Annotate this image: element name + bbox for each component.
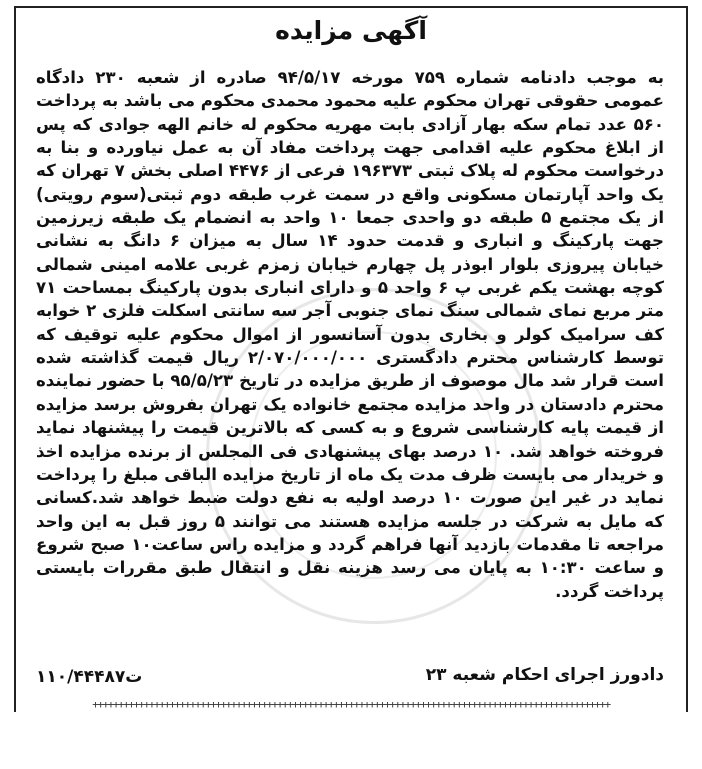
notice-body: به موجب دادنامه شماره ۷۵۹ مورخه ۹۴/۵/۱۷ صادره از شعبه ۲۳۰ دادگاه عمومی حقوقی تهران محکوم علیه محمود محمدی محکوم می باشد به پرداخت ۵۶۰ عدد تمام سکه بهار آزادی بابت مهریه محکوم له خانم الهه جوادی که پس از ابلاغ محکوم علیه اقدامی جهت پرداخت مفاد آن به عمل نیاورده و بنا به درخواست محکوم له پلاک ثبتی ۱۹۶۳۷۳ فرعی از ۴۴۷۶ اصلی بخش ۷ تهران که یک واحد آپارتمان مسکونی واقع در سمت غرب طبقه دوم ثبتی(سوم رویتی) از یک مجتمع ۵ طبقه دو واحدی جمعا ۱۰ واحد به انضمام یک طبقه زیرزمین جهت پارکینگ و انباری و قدمت حدود ۱۴ سال به میزان ۶ دانگ به نشانی خیابان پیروزی بلوار ابوذر پل چهارم خیابان زمزم غربی علامه امینی شمالی کوچه بهشت یکم غربی پ ۶ واحد ۵ و دارای انباری بدون پارکینگ بمساحت ۷۱ متر مربع نمای شمالی سنگ نمای جنوبی آجر سه سانتی اسکلت فلزی ۲ خوابه کف سرامیک کولر و بخاری بدون آسانسور از اموال محکوم علیه توقیف که توسط کارشناس محترم دادگستری ۲/۰۷۰/۰۰۰/۰۰۰ ریال قیمت گذاشته شده است قرار شد مال موصوف از طریق مزایده در تاریخ ۹۵/۵/۲۳ با حضور نماینده محترم دادستان در واحد مزایده مجتمع خانواده یک تهران بفروش برسد مزایده از قیمت پایه کارشناسی شروع و به کسی که بالاترین قیمت را پیشنهاد نماید فروخته خواهد شد. ۱۰ درصد بهای پیشنهادی فی المجلس از برنده مزایده اخذ و خریدار می بایست ظرف مدت یک ماه از تاریخ مزایده الباقی مبلغ را پرداخت نماید در غیر این صورت ۱۰ درصد اولیه به نفع دولت ضبط خواهد شد.کسانی که مایل به شرکت در جلسه مزایده هستند می توانند ۵ روز قبل به این واحد مراجعه تا مقدمات بازدید آنها فراهم گردد و مزایده راس ساعت۱۰ صبح شروع و ساعت ۱۰:۳۰ به پایان می رسد هزینه نقل و انتقال طبق مقررات بایستی پرداخت گردد. <box>36 68 665 601</box>
notice-title: آگهی مزایده <box>275 16 427 45</box>
notice-footer <box>36 664 664 686</box>
bottom-border-pattern: +++++++++++++++++++++++++++++++++++++++++++++++++++++++++++++++++++++++++++++++++++++++++++++++++++++ <box>92 698 610 711</box>
reference-number: ۱۱۰/۴۴۴۸۷ت <box>36 667 143 687</box>
signer-name: دادورز اجرای احکام شعبه ۲۳ <box>425 665 664 685</box>
notice-frame <box>14 6 688 712</box>
